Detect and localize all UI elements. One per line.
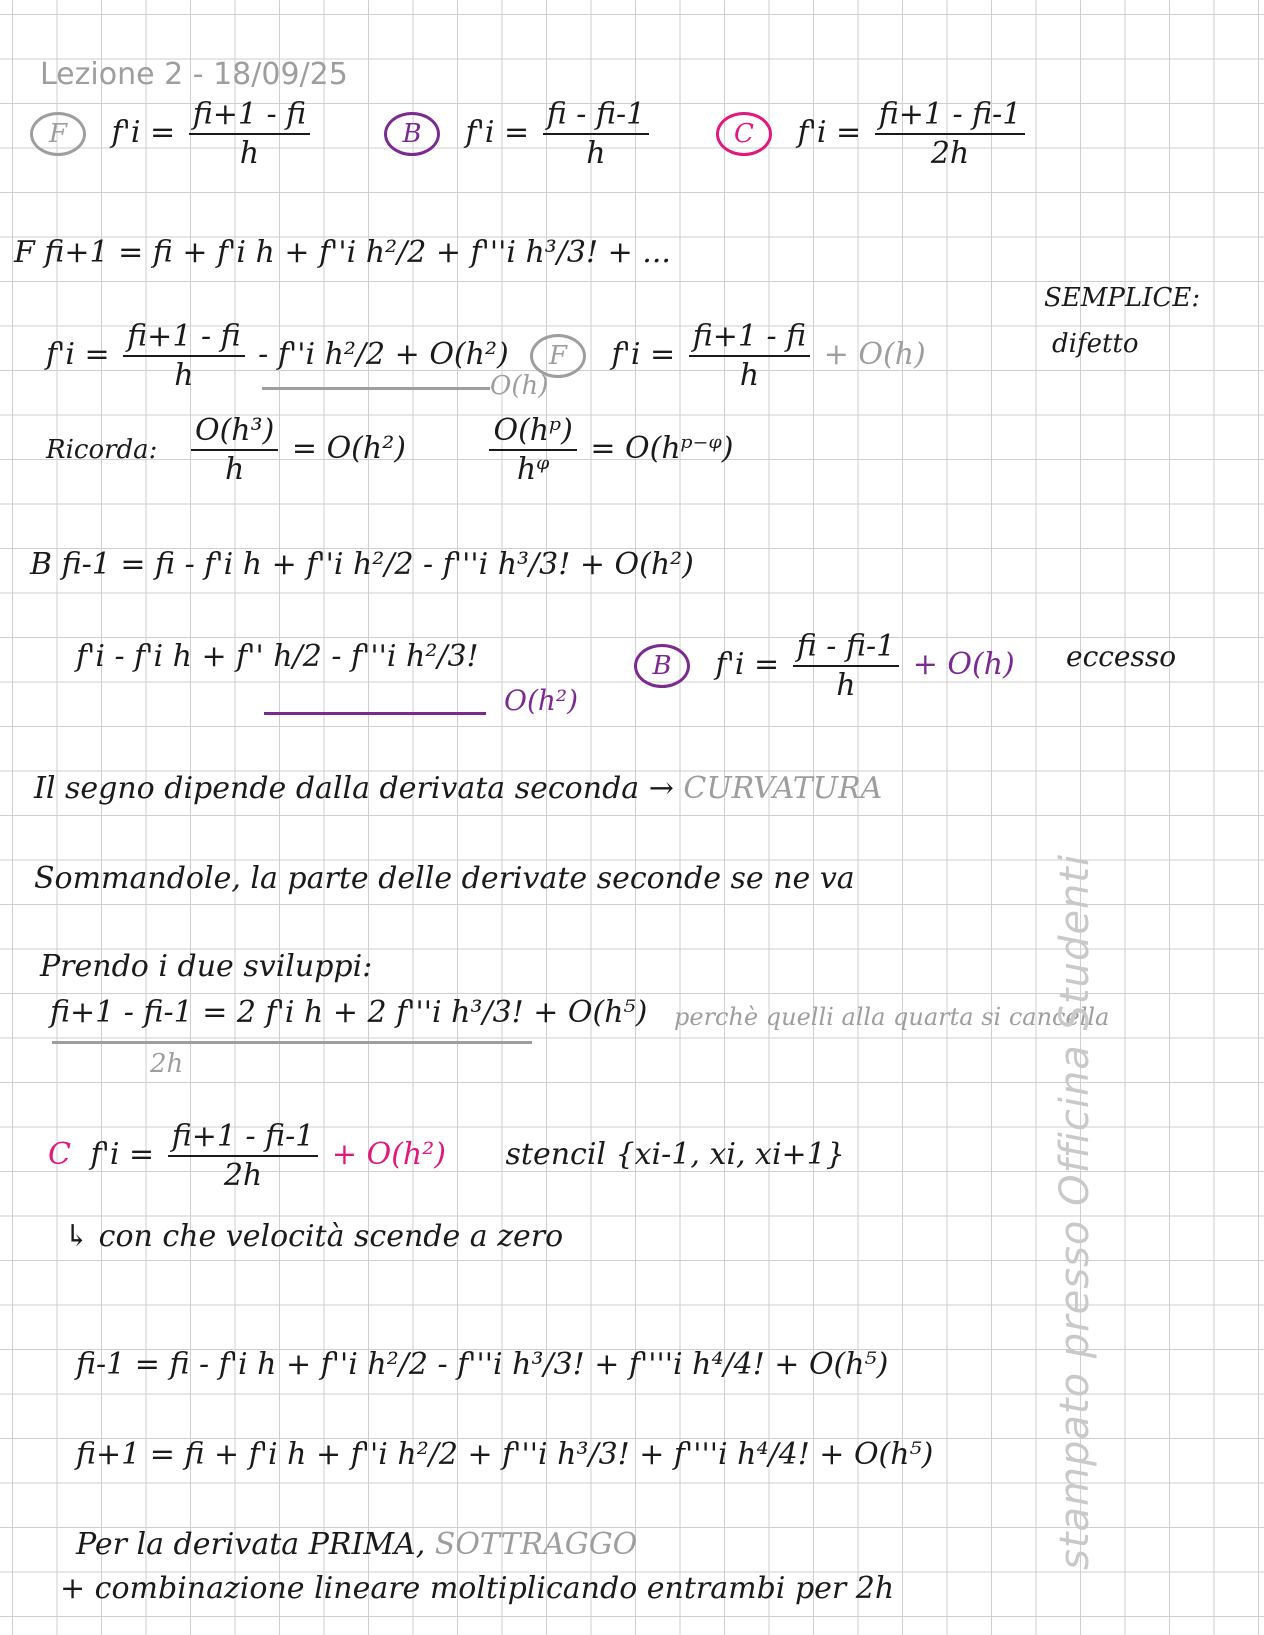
ricorda-label: Ricorda: xyxy=(46,435,158,465)
forward-underline xyxy=(262,387,490,390)
central-underline xyxy=(52,1041,532,1044)
forward-derivation xyxy=(46,320,509,392)
expansion-minus: fi-1 = fi - f'i h + f''i h²/2 - f'''i h³/3! + f''''i h⁴/4! + O(h⁵) xyxy=(76,1347,889,1382)
formula-forward-num: fi+1 - fi xyxy=(189,98,310,135)
forward-result xyxy=(530,320,926,392)
backward-result-lhs: f'i = xyxy=(715,647,780,682)
central-note: perchè quelli alla quarta si cancella xyxy=(674,1003,1110,1031)
central-result-err: + O(h²) xyxy=(331,1137,446,1172)
forward-result-num: fi+1 - fi xyxy=(689,320,810,357)
formula-central-lhs: f'i = xyxy=(797,115,862,150)
central-result-den: 2h xyxy=(223,1158,263,1193)
text-prima xyxy=(76,1528,637,1561)
ricorda-line xyxy=(46,414,733,486)
forward-result-frac xyxy=(689,320,810,392)
text-sottraggo: SOTTRAGGO xyxy=(434,1527,638,1562)
page-title: Lezione 2 - 18/09/25 xyxy=(40,57,348,92)
watermark: stampato presso Officina Studenti xyxy=(1052,853,1098,1570)
formula-central-den: 2h xyxy=(930,136,970,171)
badge-b-result: B xyxy=(634,644,690,688)
forward-deriv-lhs: f'i = xyxy=(46,337,110,372)
badge-f-result: F xyxy=(530,334,586,378)
formula-central-num: fi+1 - fi-1 xyxy=(875,98,1026,135)
forward-result-err: + O(h) xyxy=(823,337,926,372)
forward-result-lhs: f'i = xyxy=(611,337,676,372)
text-prendo: Prendo i due sviluppi: xyxy=(40,949,373,984)
forward-deriv-den: h xyxy=(174,358,194,393)
formula-backward-den: h xyxy=(586,136,606,171)
ricorda-a-rhs: = O(h²) xyxy=(291,431,406,466)
forward-deriv-frac xyxy=(123,320,244,392)
central-result-label: C xyxy=(48,1137,71,1172)
ricorda-frac-a xyxy=(191,414,278,486)
badge-b: B xyxy=(384,112,440,156)
formula-backward xyxy=(384,98,653,170)
formula-forward xyxy=(30,98,314,170)
ricorda-b-rhs: = O(hᵖ⁻ᵠ) xyxy=(590,431,734,466)
backward-result-den: h xyxy=(836,668,856,703)
forward-deriv-num: fi+1 - fi xyxy=(123,320,244,357)
formula-central-frac xyxy=(875,98,1026,170)
formula-central xyxy=(716,98,1029,170)
backward-line: f'i - f'i h + f'' h/2 - f'''i h²/3! xyxy=(76,639,479,674)
forward-result-den: h xyxy=(739,358,760,393)
text-combinazione: + combinazione lineare moltiplicando entrambi per 2h xyxy=(60,1571,895,1606)
ricorda-b-den: hᵠ xyxy=(516,452,550,487)
badge-f: F xyxy=(30,112,86,156)
forward-deriv-note: O(h) xyxy=(490,371,549,401)
text-segno-main: Il segno dipende dalla derivata seconda → xyxy=(34,771,674,806)
formula-backward-lhs: f'i = xyxy=(465,115,530,150)
backward-result-num: fi - fi-1 xyxy=(793,630,899,667)
backward-result-frac xyxy=(793,630,899,702)
text-sommandole: Sommandole, la parte delle derivate seconde se ne va xyxy=(34,861,855,896)
central-result-frac xyxy=(168,1120,319,1192)
expansion-plus: fi+1 = fi + f'i h + f''i h²/2 + f'''i h³/3! + f''''i h⁴/4! + O(h⁵) xyxy=(76,1437,934,1472)
forward-deriv-rest: - f''i h²/2 + O(h²) xyxy=(258,337,509,372)
central-stencil: stencil {xi-1, xi, xi+1} xyxy=(505,1137,845,1172)
backward-err: O(h²) xyxy=(504,684,579,717)
ricorda-a-num: O(h³) xyxy=(191,414,278,451)
formula-backward-num: fi - fi-1 xyxy=(543,98,649,135)
side-note-title: SEMPLICE: xyxy=(1044,283,1201,313)
backward-result-err: + O(h) xyxy=(912,647,1015,682)
side-note-word: difetto xyxy=(1052,329,1139,359)
taylor-backward: B fi-1 = fi - f'i h + f''i h²/2 - f'''i h³/3! + O(h²) xyxy=(30,547,694,582)
text-curvatura: CURVATURA xyxy=(683,771,883,806)
central-line: fi+1 - fi-1 = 2 f'i h + 2 f'''i h³/3! + O(h⁵) xyxy=(50,995,648,1030)
backward-word: eccesso xyxy=(1066,640,1177,673)
central-den: 2h xyxy=(150,1049,184,1079)
central-result-lhs: f'i = xyxy=(90,1137,155,1172)
formula-forward-lhs: f'i = xyxy=(111,115,176,150)
backward-result xyxy=(634,630,1015,702)
formula-forward-frac xyxy=(189,98,310,170)
taylor-forward: F fi+1 = fi + f'i h + f''i h²/2 + f'''i h³/3! + ... xyxy=(14,235,671,270)
text-prima-main: Per la derivata PRIMA, xyxy=(76,1527,426,1562)
ricorda-frac-b xyxy=(489,414,576,486)
ricorda-a-den: h xyxy=(225,452,245,487)
text-velocita: ↳ con che velocità scende a zero xyxy=(64,1219,564,1254)
formula-forward-den: h xyxy=(239,136,260,171)
text-segno xyxy=(34,772,882,805)
ricorda-b-num: O(hᵖ) xyxy=(489,414,576,451)
formula-backward-frac xyxy=(543,98,649,170)
badge-c: C xyxy=(716,112,772,156)
central-result-num: fi+1 - fi-1 xyxy=(168,1120,319,1157)
backward-underline xyxy=(264,712,486,715)
central-result xyxy=(48,1120,845,1192)
